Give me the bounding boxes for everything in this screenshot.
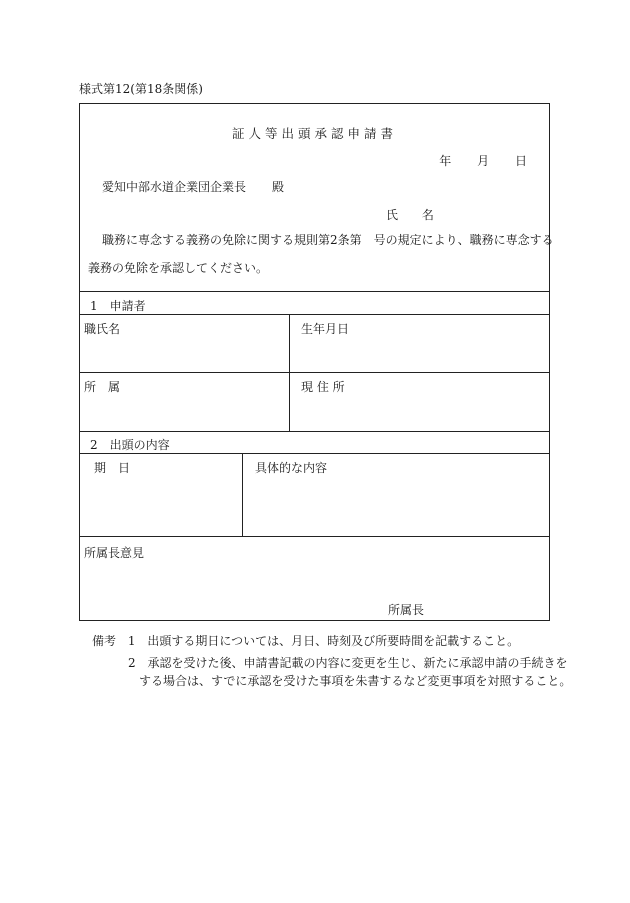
form-title: 証人等出頭承認申請書 (231, 126, 397, 141)
job-name-label: 職氏名 (84, 322, 121, 336)
date-month-label: 月 (477, 154, 490, 168)
column-divider (242, 453, 243, 536)
divider (80, 453, 549, 454)
appearance-date-label: 期 日 (94, 461, 131, 475)
date-line (417, 152, 527, 169)
request-text-line-2: 義務の免除を承認してください。 (88, 261, 269, 275)
note-2 (128, 654, 567, 671)
date-day-label: 日 (514, 154, 527, 168)
supervisor-signature-label: 所属長 (388, 603, 425, 617)
form-number: 様式第12(第18条関係) (79, 82, 203, 96)
divider (80, 291, 549, 292)
supervisor-opinion-label: 所属長意見 (84, 546, 145, 560)
birth-date-label: 生年月日 (301, 322, 350, 336)
addressee-line (102, 178, 284, 195)
note-2-text-line-1: 承認を受けた後、申請書記載の内容に変更を生じ、新たに承認申請の手続きを (147, 656, 568, 670)
note-1 (92, 632, 519, 649)
request-text-line-1: 職務に専念する義務の免除に関する規則第2条第 号の規定により、職務に専念する (102, 233, 554, 247)
note-1-number: 1 (127, 634, 136, 648)
divider (80, 314, 549, 315)
note-1-text: 出頭する期日については、月日、時刻及び所要時間を記載すること。 (147, 634, 520, 648)
application-form-frame (79, 103, 554, 621)
department-label: 所 属 (84, 380, 121, 394)
divider (80, 536, 549, 537)
section-applicant-heading: 1 申請者 (90, 299, 146, 313)
divider (80, 372, 549, 373)
applicant-name-label: 氏 名 (386, 208, 444, 222)
current-address-label: 現 住 所 (301, 380, 345, 394)
note-2-number: 2 (128, 656, 136, 670)
section-appearance-heading: 2 出頭の内容 (90, 438, 170, 452)
addressee-honorific: 殿 (272, 180, 285, 194)
addressee-name: 愛知中部水道企業団企業長 (102, 180, 247, 194)
notes-prefix: 備考 (92, 634, 117, 648)
appearance-detail-label: 具体的な内容 (255, 461, 328, 475)
divider (80, 431, 549, 432)
note-2-text-line-2: する場合は、すでに承認を受けた事項を朱書するなど変更事項を対照すること。 (139, 674, 572, 688)
date-year-label: 年 (439, 154, 452, 168)
